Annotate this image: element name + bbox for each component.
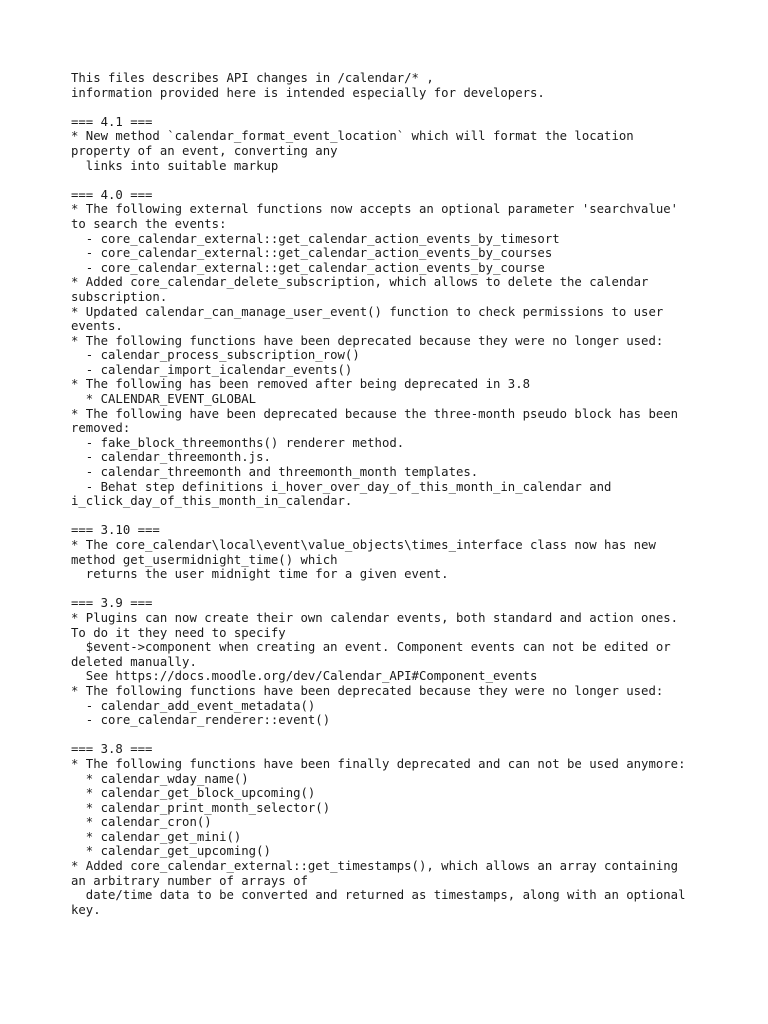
text-line: * calendar_get_upcoming(): [71, 844, 271, 859]
text-line: returns the user midnight time for a given event.: [71, 567, 449, 582]
document-page: [71, 71, 711, 917]
text-line: [71, 509, 711, 524]
text-line: - calendar_add_event_metadata(): [71, 698, 316, 713]
text-line: method get_usermidnight_time() which: [71, 552, 338, 567]
text-line: * CALENDAR_EVENT_GLOBAL: [71, 392, 257, 407]
text-line: removed:: [71, 421, 131, 436]
text-line: === 4.1 ===: [71, 114, 153, 129]
text-line: property of an event, converting any: [71, 143, 338, 158]
text-line: events.: [71, 319, 123, 334]
text-line: - calendar_threemonth and threemonth_month templates.: [71, 465, 479, 480]
text-line: - core_calendar_renderer::event(): [71, 713, 331, 728]
text-line: To do it they need to specify: [71, 625, 286, 640]
text-line: * The following functions have been deprecated because they were no longer used:: [71, 333, 664, 348]
text-line: deleted manually.: [71, 654, 197, 669]
text-line: - calendar_process_subscription_row(): [71, 348, 360, 363]
text-line: to search the events:: [71, 216, 227, 231]
text-line: * The following functions have been finally deprecated and can not be used anymore:: [71, 756, 686, 771]
text-line: [71, 100, 711, 115]
text-line: This files describes API changes in /calendar/* ,: [71, 71, 434, 85]
text-line: === 4.0 ===: [71, 187, 153, 202]
text-line: See https://docs.moodle.org/dev/Calendar_API#Component_events: [71, 669, 538, 684]
text-line: - fake_block_threemonths() renderer method.: [71, 435, 405, 450]
text-line: * calendar_wday_name(): [71, 771, 249, 786]
text-line: === 3.8 ===: [71, 742, 153, 757]
text-line: * Added core_calendar_delete_subscription, which allows to delete the calendar: [71, 275, 649, 290]
text-line: * The following has been removed after being deprecated in 3.8: [71, 377, 531, 392]
text-line: subscription.: [71, 289, 168, 304]
text-line: * The following have been deprecated because the three-month pseudo block has been: [71, 406, 679, 421]
text-line: [71, 582, 711, 597]
text-line: - Behat step definitions i_hover_over_day_of_this_month_in_calendar and: [71, 479, 612, 494]
text-line: - core_calendar_external::get_calendar_action_events_by_courses: [71, 246, 553, 261]
text-line: - core_calendar_external::get_calendar_action_events_by_course: [71, 260, 545, 275]
text-line: - core_calendar_external::get_calendar_action_events_by_timesort: [71, 231, 560, 246]
text-line: an arbitrary number of arrays of: [71, 873, 308, 888]
text-line: information provided here is intended especially for developers.: [71, 85, 545, 100]
text-line: [71, 728, 711, 743]
text-line: * Updated calendar_can_manage_user_event() function to check permissions to user: [71, 304, 664, 319]
text-line: * New method `calendar_format_event_location` which will format the location: [71, 129, 634, 144]
text-line: * The following external functions now accepts an optional parameter 'searchvalue': [71, 202, 679, 217]
text-line: * calendar_print_month_selector(): [71, 800, 331, 815]
text-line: - calendar_threemonth.js.: [71, 450, 271, 465]
text-line: * The following functions have been deprecated because they were no longer used:: [71, 683, 664, 698]
text-line: * Added core_calendar_external::get_timestamps(), which allows an array containing: [71, 859, 679, 874]
text-line: * calendar_cron(): [71, 815, 212, 830]
text-line: * calendar_get_mini(): [71, 829, 242, 844]
text-line: === 3.9 ===: [71, 596, 153, 611]
text-line: links into suitable markup: [71, 158, 279, 173]
text-line: * calendar_get_block_upcoming(): [71, 786, 316, 801]
text-line: * Plugins can now create their own calendar events, both standard and action ones.: [71, 610, 679, 625]
text-line: date/time data to be converted and returned as timestamps, along with an optional: [71, 888, 686, 903]
text-line: [71, 173, 711, 188]
text-line: key.: [71, 902, 101, 917]
text-line: * The core_calendar\local\event\value_objects\times_interface class now has new: [71, 538, 656, 552]
text-line: $event->component when creating an event. Component events can not be edited or: [71, 640, 671, 655]
text-line: - calendar_import_icalendar_events(): [71, 362, 353, 377]
text-line: i_click_day_of_this_month_in_calendar.: [71, 494, 353, 509]
text-line: === 3.10 ===: [71, 523, 160, 538]
